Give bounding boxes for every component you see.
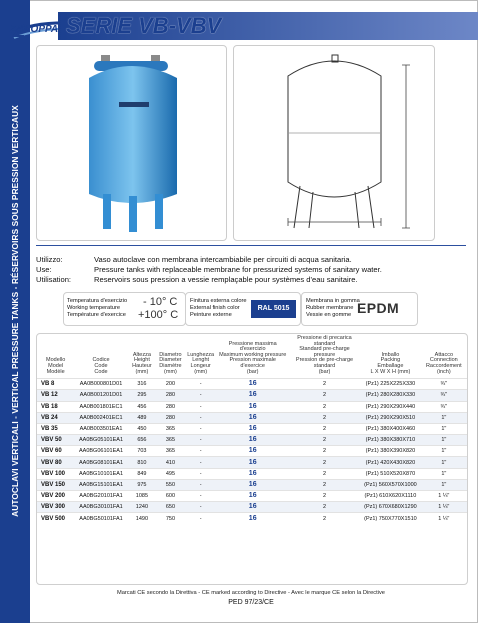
table-row: VB 12 AA0B001201D01 295 280 - 16 2 (Pz1) 280X280X330 ¾" [37,390,467,401]
ral-color-badge: RAL 5015 [251,300,296,318]
usage-section [36,255,466,285]
table-row: VB 18 AA0B001801EC1 456 280 - 16 2 (Pz1) 290X290X440 ¾" [37,401,467,412]
membrane-value: EPDM [357,300,400,316]
color-spec: Finitura esterna colore External finish color Peinture externe [185,292,301,326]
sidebar-title: AUTOCLAVI VERTICALI - VERTICAL PRESSURE TANKS - RÉSERVOIRS SOUS PRESSION VERTICAUX [10,105,20,517]
table-header-row: Modello Model Modèle Codice Code Code Altezza Height Hauteur (mm) Diametro Diameter Diamètre (mm) Lunghezza Lenght Longeur (mm) Pressione massima d'esercizio Maximum working pressure Pression maximale d'exercice (bar) Pressione di precarica standard Standard pre-charge pressure Pression de pre-charge standard (bar) Imballo Packing Emballage L X W X H (mm) Attacco Connection Raccordement (inch) [46,335,462,375]
sidebar [0,0,30,623]
technical-drawing [233,45,435,241]
usage-row: Use: Pressure tanks with replaceable membrane for pressurized systems of sanitary water. [36,265,382,274]
brand-logo-text: ZANOPPA [10,24,59,35]
table-row: VB 35 AA0B003501EA1 450 365 - 16 2 (Pz1) 380X400X460 1" [37,423,467,434]
table-row: VBV 60 AA0BG06101EA1 703 365 - 16 2 (Pz1) 380X390X820 1" [37,446,467,457]
usage-row: Utilizzo: Vaso autoclave con membrana intercambiabile per circuiti di acqua sanitaria. [36,255,352,264]
specifications-table [36,333,468,585]
table-row: VBV 500 AA0BG50101FA1 1490 750 - 16 2 (Pz1) 750X770X1510 1 ¼" [37,513,467,524]
pressure-tank-icon [37,46,226,240]
footer-ped: PED 97/23/CE [228,599,274,606]
temperature-spec: Temperatura d'esercizio Working temperature Température d'exercice - 10° C +100° C [63,292,186,326]
tank-drawing-icon [234,46,434,240]
page-title: SERIE VB-VBV [66,13,222,38]
table-row: VBV 100 AA0BG10101EA1 849 495 - 16 2 (Pz1) 510X520X870 1" [37,468,467,479]
separator-line [36,245,466,246]
table-row: VBV 50 AA0BG05101EA1 656 365 - 16 2 (Pz1) 380X380X710 1" [37,435,467,446]
table-row: VBV 300 AA0BG30101FA1 1240 650 - 16 2 (Pz1) 670X680X1290 1 ¼" [37,502,467,513]
table-row: VB 8 AA0B000801D01 316 200 - 16 2 (Pz1) 225X225X330 ¾" [37,379,467,390]
table-row: VBV 200 AA0BG20101FA1 1085 600 - 16 2 (Pz1) 610X620X1110 1 ¼" [37,491,467,502]
table-row: VB 24 AA0B002401EC1 489 280 - 16 2 (Pz1) 290X290X510 1" [37,412,467,423]
product-photo [36,45,227,241]
usage-row: Utilisation: Reservoirs sous pression a vessie remplaçable pour systèmes d'eau sanitaire. [36,275,358,284]
table-row: VBV 150 AA0BG15101EA1 975 550 - 16 2 (Pz1) 560X570X1000 1" [37,479,467,490]
table-row: VBV 80 AA0BG08101EA1 810 410 - 16 2 (Pz1) 420X430X820 1" [37,457,467,468]
membrane-spec: Membrana in gomma Rubber membrane Vessie en gomme [301,292,418,326]
temperature-min: - 10° C [143,296,178,308]
temperature-max: +100° C [138,309,179,321]
footer-marking: Marcati CE secondo la Direttiva - CE marked according to Directive - Avec le marque CE selon la Directive [117,590,385,596]
